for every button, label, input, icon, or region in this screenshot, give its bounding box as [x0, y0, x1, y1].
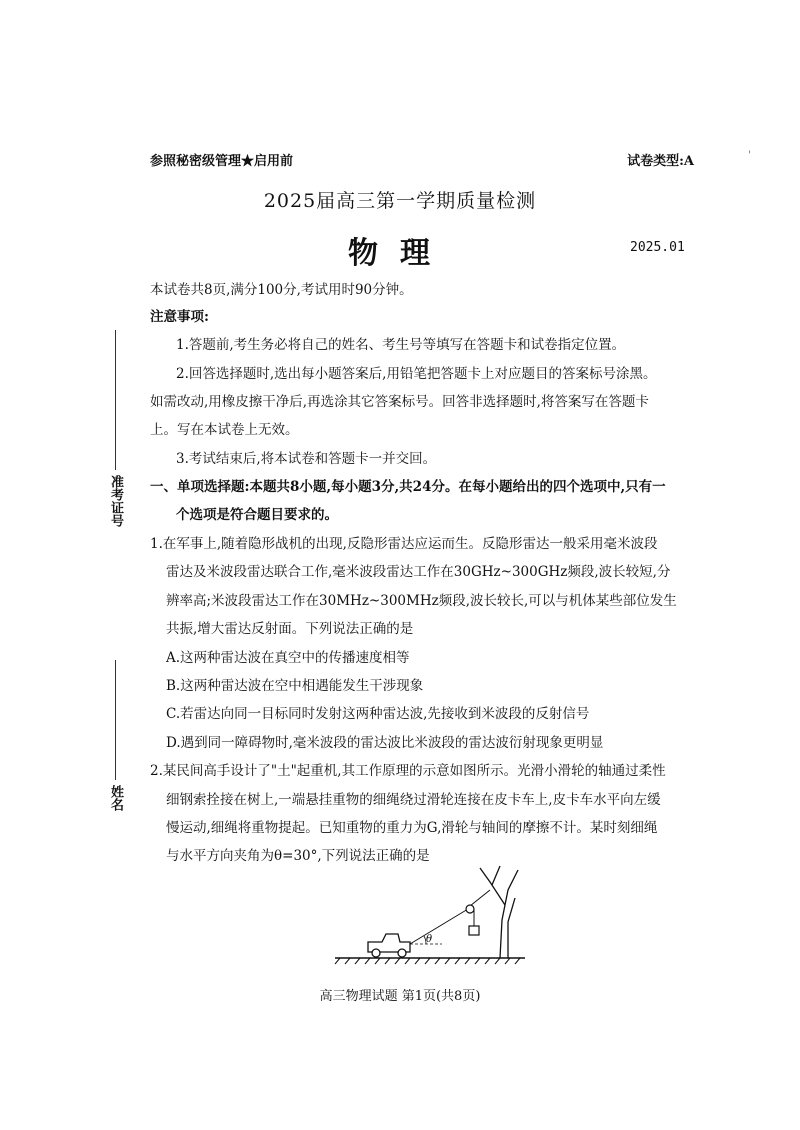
margin-mark: ': [748, 150, 751, 161]
option-a: A.这两种雷达波在真空中的传播速度相等: [166, 650, 410, 666]
question-2-text: 细钢索拴接在树上,一端悬挂重物的细绳绕过滑轮连接在皮卡车上,皮卡车水平向左缓: [166, 792, 661, 808]
question-1-text: 辨率高;米波段雷达工作在30MHz~300MHz频段,波长较长,可以与机体某些部位发生: [166, 593, 677, 609]
question-2-text: 2.某民间高手设计了"土"起重机,其工作原理的示意如图所示。光滑小滑轮的轴通过柔性: [150, 763, 666, 779]
notice-line: 上。写在本试卷上无效。: [150, 422, 299, 438]
question-1-text: 1.在军事上,随着隐形战机的出现,反隐形雷达应运而生。反隐形雷达一般采用毫米波段: [150, 536, 658, 552]
exam-id-label: 准考证号: [108, 475, 123, 527]
rope: [410, 909, 468, 944]
notice-heading: 注意事项:: [150, 309, 209, 325]
question-1-text: 雷达及米波段雷达联合工作,毫米波段雷达工作在30GHz~300GHz频段,波长较短,分: [166, 564, 671, 580]
page-footer: 高三物理试题 第1页(共8页): [319, 989, 481, 1004]
notice-line: 1.答题前,考生务必将自己的姓名、考生号等填写在答题卡和试卷指定位置。: [176, 337, 626, 353]
crane-figure: [330, 860, 530, 970]
exam-title: 2025届高三第一学期质量检测: [263, 190, 537, 212]
subject-title: 物理: [348, 236, 452, 271]
section-heading-cont: 个选项是符合题目要求的。: [176, 507, 338, 523]
name-label: 姓名: [108, 785, 123, 811]
option-c: C.若雷达向同一目标同时发射这两种雷达波,先接收到米波段的反射信号: [166, 706, 590, 722]
ground-hatching: [335, 958, 520, 964]
option-d: D.遇到同一障碍物时,毫米波段的雷达波比米波段的雷达波衍射现象更明显: [166, 735, 604, 751]
tree: [480, 866, 518, 958]
name-line: [115, 660, 116, 780]
steel-cable: [470, 890, 490, 906]
question-2-text: 与水平方向夹角为θ=30°,下列说法正确的是: [166, 848, 430, 864]
paper-type: 试卷类型:A: [627, 154, 694, 169]
exam-id-line: [115, 330, 116, 470]
secret-label: 参照秘密级管理★启用前: [150, 154, 294, 169]
pickup-truck: [368, 934, 410, 957]
notice-line: 如需改动,用橡皮擦干净后,再选涂其它答案标号。回答非选择题时,将答案写在答题卡: [150, 394, 649, 410]
section-heading: 一、单项选择题:本题共8小题,每小题3分,共24分。在每小题给出的四个选项中,只有一: [150, 479, 666, 495]
weight-block: [469, 926, 479, 935]
pulley: [466, 905, 474, 913]
option-b: B.这两种雷达波在空中相遇能发生干涉现象: [166, 678, 424, 694]
question-2-text: 慢运动,细绳将重物提起。已知重物的重力为G,滑轮与轴间的摩擦不计。某时刻细绳: [166, 820, 658, 836]
notice-line: 3.考试结束后,将本试卷和答题卡一并交回。: [176, 451, 437, 467]
question-1-text: 共振,增大雷达反射面。下列说法正确的是: [166, 621, 414, 637]
notice-line: 2.回答选择题时,选出每小题答案后,用铅笔把答题卡上对应题目的答案标号涂黑。: [176, 366, 657, 382]
angle-label: θ: [426, 934, 433, 945]
exam-date: 2025.01: [630, 240, 685, 255]
intro-text: 本试卷共8页,满分100分,考试用时90分钟。: [150, 282, 413, 298]
